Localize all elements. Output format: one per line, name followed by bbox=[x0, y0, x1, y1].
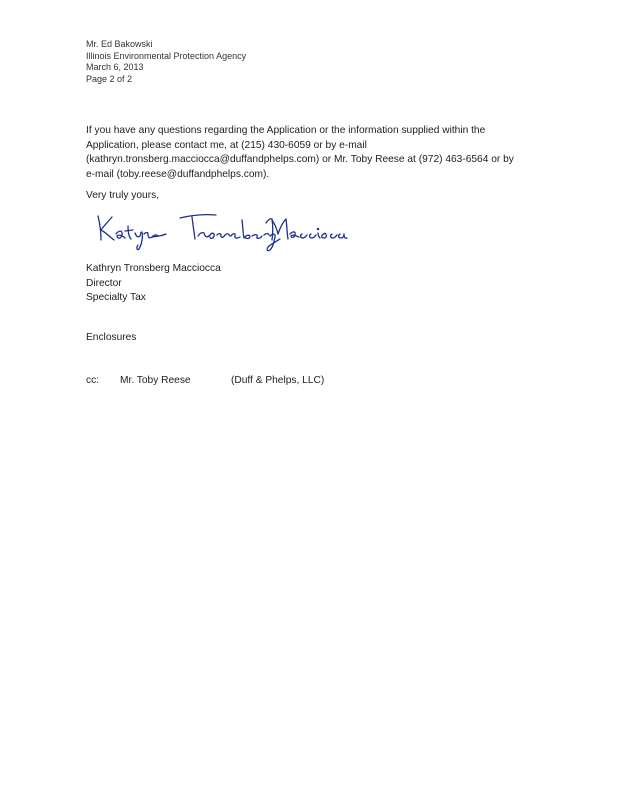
recipient-name: Mr. Ed Bakowski bbox=[86, 39, 153, 49]
body-line-1: If you have any questions regarding the Application or the information supplied within the bbox=[86, 125, 486, 136]
body-paragraph bbox=[86, 124, 526, 182]
body-line-4: e-mail (toby.reese@duffandphelps.com). bbox=[86, 168, 270, 180]
cc-label: cc: bbox=[86, 375, 100, 386]
cc-recipient-name: Mr. Toby Reese bbox=[120, 375, 191, 386]
page-number: Page 2 of 2 bbox=[86, 73, 133, 84]
letter-date: March 6, 2013 bbox=[86, 62, 144, 72]
signer-name: Kathryn Tronsberg Macciocca bbox=[86, 263, 221, 274]
recipient-agency: Illinois Environmental Protection Agency bbox=[86, 50, 247, 61]
cc-line bbox=[86, 375, 386, 389]
signer-block bbox=[86, 262, 221, 306]
enclosures-note: Enclosures bbox=[86, 332, 137, 343]
closing-salutation: Very truly yours, bbox=[86, 190, 160, 201]
letter-header bbox=[86, 39, 246, 85]
body-line-3: (kathryn.tronsberg.macciocca@duffandphelps.com) or Mr. Toby Reese at (972) 463-6564 or by bbox=[86, 154, 514, 166]
signer-department: Specialty Tax bbox=[86, 292, 146, 304]
signer-title: Director bbox=[86, 277, 122, 289]
body-line-2: Application, please contact me, at (215) 430-6059 or by e-mail bbox=[86, 139, 367, 151]
cc-recipient-org: (Duff & Phelps, LLC) bbox=[231, 375, 325, 386]
handwritten-signature bbox=[92, 206, 348, 256]
